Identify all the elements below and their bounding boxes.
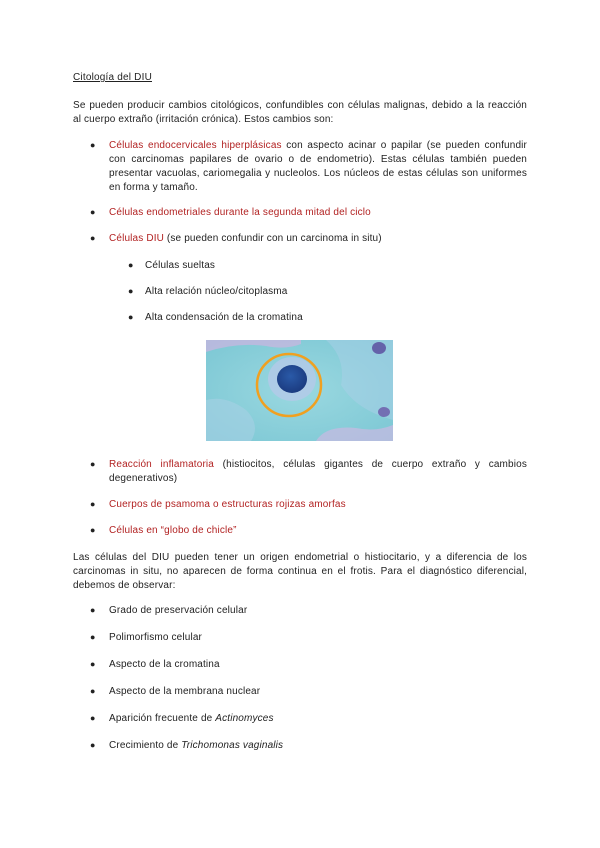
highlight-text: Reacción inflamatoria (109, 459, 215, 470)
list-item-psammoma (109, 498, 527, 512)
bullet-icon: ● (90, 459, 96, 469)
criteria-item (109, 739, 527, 753)
criteria-italic: Trichomonas vaginalis (181, 740, 284, 751)
list-item-hyperplastic (109, 139, 527, 195)
criteria-text: Aparición frecuente de (109, 713, 216, 724)
criteria-item (109, 658, 527, 672)
item-text: (se pueden confundir con un carcinoma in situ) (164, 233, 382, 244)
criteria-text: Aspecto de la cromatina (109, 659, 220, 670)
sublist-item: Alta relación núcleo/citoplasma (145, 286, 288, 297)
bullet-icon: ● (90, 632, 96, 642)
criteria-text: Polimorfismo celular (109, 632, 203, 643)
sublist-item: Alta condensación de la cromatina (145, 312, 303, 323)
criteria-item (109, 712, 527, 726)
list-item-inflammatory (109, 458, 527, 486)
bullet-icon: ● (128, 312, 134, 322)
highlight-text: Células endometriales durante la segunda mitad del ciclo (109, 207, 371, 218)
list-item-endometrial (109, 206, 527, 220)
bullet-icon: ● (90, 207, 96, 217)
micrograph-image (206, 340, 393, 441)
bullet-icon: ● (90, 140, 96, 150)
criteria-text: Crecimiento de (109, 740, 182, 751)
criteria-text: Aspecto de la membrana nuclear (109, 686, 261, 697)
bullet-icon: ● (90, 233, 96, 243)
outro-paragraph: Las células del DIU pueden tener un origen endometrial o histiocitario, y a diferencia de los carcinomas in situ, no aparecen de forma continua en el frotis. Para el diagnóstico diferencial, debemos de observar: (73, 552, 527, 591)
section-title: Citología del DIU (73, 72, 152, 83)
bullet-icon: ● (90, 740, 96, 750)
bullet-icon: ● (90, 659, 96, 669)
highlight-text: Células DIU (109, 233, 164, 244)
criteria-italic: Actinomyces (215, 713, 274, 724)
item-text: con aspecto acinar o papilar (se pueden confundir con carcinomas papilares de ovario o de endometrio). Estas células también pueden presentar vacuolas, cariomegalia y nucleolos. Los núcleos de estas células son uniformes en forma y tamaño. (109, 140, 528, 193)
criteria-text: Grado de preservación celular (109, 605, 248, 616)
intro-paragraph: Se pueden producir cambios citológicos, confundibles con células malignas, debido a la reacción al cuerpo extraño (irritación crónica). Estos cambios son: (73, 100, 527, 125)
criteria-item (109, 685, 527, 699)
list-item-bubblegum (109, 524, 527, 538)
bullet-icon: ● (90, 686, 96, 696)
bullet-icon: ● (90, 499, 96, 509)
bullet-icon: ● (90, 605, 96, 615)
criteria-item (109, 631, 527, 645)
item-text: (histiocitos, células gigantes de cuerpo extraño y cambios degenerativos) (109, 459, 527, 484)
bullet-icon: ● (90, 525, 96, 535)
bullet-icon: ● (128, 260, 134, 270)
list-item-diu-cells (109, 232, 527, 246)
highlight-text: Cuerpos de psamoma o estructuras rojizas amorfas (109, 499, 346, 510)
sublist-item: Células sueltas (145, 260, 216, 271)
bullet-icon: ● (90, 713, 96, 723)
highlight-text: Células endocervicales hiperplásicas (109, 140, 282, 151)
criteria-item (109, 604, 527, 618)
highlight-text: Células en “globo de chicle” (109, 525, 237, 536)
bullet-icon: ● (128, 286, 134, 296)
